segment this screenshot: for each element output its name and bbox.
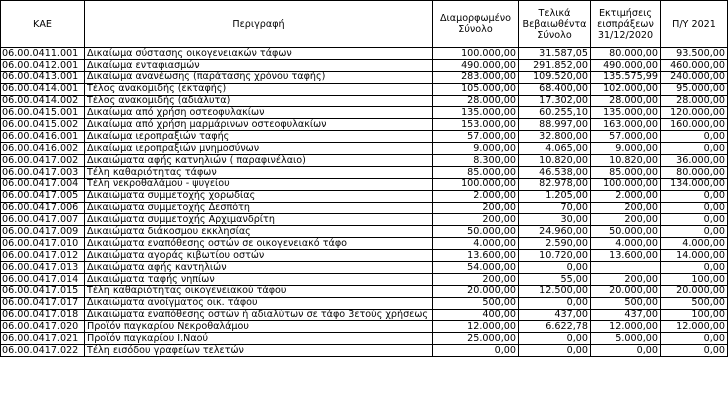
formed-total-cell[interactable]: 200,00: [433, 214, 519, 226]
kae-cell[interactable]: 06.00.0415.002: [1, 119, 85, 131]
kae-cell[interactable]: 06.00.0416.002: [1, 143, 85, 155]
estimated-receipts-cell[interactable]: 0,00: [591, 345, 661, 357]
certified-total-cell[interactable]: 2.590,00: [519, 238, 591, 250]
budget-2021-cell[interactable]: 0,00: [661, 143, 728, 155]
description-cell[interactable]: Δικαίωμα ανανέωσης (παράτασης χρόνου ταφής): [85, 71, 433, 83]
header-formed-total: Διαμορφωμένο Σύνολο: [433, 1, 519, 48]
kae-cell[interactable]: 06.00.0417.021: [1, 333, 85, 345]
budget-2021-cell[interactable]: 120.000,00: [661, 107, 728, 119]
formed-total-cell[interactable]: 9.000,00: [433, 143, 519, 155]
estimated-receipts-cell[interactable]: 200,00: [591, 214, 661, 226]
budget-2021-cell[interactable]: 0,00: [661, 131, 728, 143]
kae-cell[interactable]: 06.00.0414.001: [1, 83, 85, 95]
kae-cell[interactable]: 06.00.0417.002: [1, 155, 85, 167]
estimated-receipts-cell[interactable]: 163.000,00: [591, 119, 661, 131]
description-cell[interactable]: Προϊόν παγκαρίου Ι.Ναού: [85, 333, 433, 345]
certified-total-cell[interactable]: 10.720,00: [519, 250, 591, 262]
formed-total-cell[interactable]: 28.000,00: [433, 95, 519, 107]
description-cell[interactable]: Τέλη καθαριότητας οικογενειακού τάφου: [85, 285, 433, 297]
formed-total-cell[interactable]: 0,00: [433, 345, 519, 357]
table-row: [1, 178, 728, 190]
kae-cell[interactable]: 06.00.0417.013: [1, 262, 85, 274]
kae-cell[interactable]: 06.00.0411.001: [1, 48, 85, 60]
budget-2021-cell[interactable]: 20.000,00: [661, 285, 728, 297]
table-row: [1, 202, 728, 214]
certified-total-cell[interactable]: 30,00: [519, 214, 591, 226]
kae-cell[interactable]: 06.00.0417.003: [1, 166, 85, 178]
description-cell[interactable]: Τέλος ανακομιδής (αδιάλυτα): [85, 95, 433, 107]
certified-total-cell[interactable]: 6.622,78: [519, 321, 591, 333]
description-cell[interactable]: Προϊόν παγκαρίου Νεκροθαλάμου: [85, 321, 433, 333]
estimated-receipts-cell[interactable]: 9.000,00: [591, 143, 661, 155]
certified-total-cell[interactable]: 88.997,00: [519, 119, 591, 131]
kae-cell[interactable]: 06.00.0417.017: [1, 297, 85, 309]
certified-total-cell[interactable]: 0,00: [519, 262, 591, 274]
kae-cell[interactable]: 06.00.0417.005: [1, 190, 85, 202]
certified-total-cell[interactable]: 12.500,00: [519, 285, 591, 297]
kae-cell[interactable]: 06.00.0417.020: [1, 321, 85, 333]
description-cell[interactable]: Τέλη νεκροθαλάμου - ψυγείου: [85, 178, 433, 190]
description-cell[interactable]: Δικαίωμα ιεροπραξιών ταφής: [85, 131, 433, 143]
certified-total-cell[interactable]: 1.205,00: [519, 190, 591, 202]
table-row: [1, 273, 728, 285]
certified-total-cell[interactable]: 4.065,00: [519, 143, 591, 155]
formed-total-cell[interactable]: 200,00: [433, 202, 519, 214]
estimated-receipts-cell[interactable]: 102.000,00: [591, 83, 661, 95]
estimated-receipts-cell[interactable]: 10.820,00: [591, 155, 661, 167]
certified-total-cell[interactable]: 109.520,00: [519, 71, 591, 83]
table-row: [1, 214, 728, 226]
estimated-receipts-cell[interactable]: 200,00: [591, 202, 661, 214]
description-cell[interactable]: Δικαίωμα από χρήση μαρμάρινων οστεοφυλακίων: [85, 119, 433, 131]
header-budget-2021: Π/Υ 2021: [661, 1, 728, 48]
formed-total-cell[interactable]: 100.000,00: [433, 48, 519, 60]
table-row: [1, 59, 728, 71]
budget-2021-cell[interactable]: 240.000,00: [661, 71, 728, 83]
kae-cell[interactable]: 06.00.0417.014: [1, 273, 85, 285]
table-row: [1, 107, 728, 119]
description-cell[interactable]: Δικαιώματα εναπόθεσης οστών ή αδιαλύτων σε τάφο 3ετούς χρήσεως: [85, 309, 433, 321]
table-row: [1, 83, 728, 95]
certified-total-cell[interactable]: 70,00: [519, 202, 591, 214]
header-row: [1, 1, 728, 48]
budget-2021-cell[interactable]: 0,00: [661, 226, 728, 238]
description-cell[interactable]: Τέλη εισόδου γραφείων τελετών: [85, 345, 433, 357]
description-cell[interactable]: Δικαίωμα ιεροπραξιών μνημοσύνων: [85, 143, 433, 155]
budget-2021-cell[interactable]: 36.000,00: [661, 155, 728, 167]
table-row: [1, 143, 728, 155]
certified-total-cell[interactable]: 437,00: [519, 309, 591, 321]
kae-cell[interactable]: 06.00.0417.009: [1, 226, 85, 238]
header-estimated-receipts: Εκτιμήσεις εισπράξεων 31/12/2020: [591, 1, 661, 48]
header-certified-total: Τελικά Βεβαιωθέντα Σύνολο: [519, 1, 591, 48]
estimated-receipts-cell[interactable]: 100.000,00: [591, 178, 661, 190]
formed-total-cell[interactable]: 85.000,00: [433, 166, 519, 178]
table-row: [1, 95, 728, 107]
budget-2021-cell[interactable]: 134.000,00: [661, 178, 728, 190]
estimated-receipts-cell[interactable]: [591, 262, 661, 274]
estimated-receipts-cell[interactable]: 80.000,00: [591, 48, 661, 60]
kae-cell[interactable]: 06.00.0413.001: [1, 71, 85, 83]
description-cell[interactable]: Τέλη καθαριότητας τάφων: [85, 166, 433, 178]
table-row: [1, 190, 728, 202]
kae-cell[interactable]: 06.00.0417.010: [1, 238, 85, 250]
kae-cell[interactable]: 06.00.0417.006: [1, 202, 85, 214]
formed-total-cell[interactable]: 8.300,00: [433, 155, 519, 167]
certified-total-cell[interactable]: 291.852,00: [519, 59, 591, 71]
table-row: [1, 155, 728, 167]
table-row: [1, 345, 728, 357]
estimated-receipts-cell[interactable]: 85.000,00: [591, 166, 661, 178]
estimated-receipts-cell[interactable]: 28.000,00: [591, 95, 661, 107]
description-cell[interactable]: Δικαιώματα συμμετοχής χορωδίας: [85, 190, 433, 202]
formed-total-cell[interactable]: 57.000,00: [433, 131, 519, 143]
table-row: [1, 238, 728, 250]
estimated-receipts-cell[interactable]: 135.000,00: [591, 107, 661, 119]
certified-total-cell[interactable]: 46.538,00: [519, 166, 591, 178]
description-cell[interactable]: Δικαιώματα εναπόθεσης οστών σε οικογενειακό τάφο: [85, 238, 433, 250]
certified-total-cell[interactable]: 10.820,00: [519, 155, 591, 167]
kae-cell[interactable]: 06.00.0417.007: [1, 214, 85, 226]
kae-cell[interactable]: 06.00.0416.001: [1, 131, 85, 143]
formed-total-cell[interactable]: 4.000,00: [433, 238, 519, 250]
budget-2021-cell[interactable]: 14.000,00: [661, 250, 728, 262]
estimated-receipts-cell[interactable]: 200,00: [591, 273, 661, 285]
estimated-receipts-cell[interactable]: 500,00: [591, 297, 661, 309]
formed-total-cell[interactable]: 54.000,00: [433, 262, 519, 274]
certified-total-cell[interactable]: 0,00: [519, 297, 591, 309]
formed-total-cell[interactable]: 135.000,00: [433, 107, 519, 119]
table-row: [1, 321, 728, 333]
budget-2021-cell[interactable]: 4.000,00: [661, 238, 728, 250]
budget-2021-cell[interactable]: 95.000,00: [661, 83, 728, 95]
description-cell[interactable]: Δικαιώματα ανοίγματος οικ. τάφου: [85, 297, 433, 309]
budget-2021-cell[interactable]: 0,00: [661, 333, 728, 345]
estimated-receipts-cell[interactable]: 57.000,00: [591, 131, 661, 143]
certified-total-cell[interactable]: 17.302,00: [519, 95, 591, 107]
kae-cell[interactable]: 06.00.0415.001: [1, 107, 85, 119]
certified-total-cell[interactable]: 31.587,05: [519, 48, 591, 60]
certified-total-cell[interactable]: 32.800,00: [519, 131, 591, 143]
estimated-receipts-cell[interactable]: 437,00: [591, 309, 661, 321]
description-cell[interactable]: Δικαιώματα συμμετοχής Δεσπότη: [85, 202, 433, 214]
budget-2021-cell[interactable]: 0,00: [661, 214, 728, 226]
table-row: [1, 250, 728, 262]
formed-total-cell[interactable]: 50.000,00: [433, 226, 519, 238]
estimated-receipts-cell[interactable]: 20.000,00: [591, 285, 661, 297]
description-cell[interactable]: Τέλος ανακομιδής (εκταφής): [85, 83, 433, 95]
table-row: [1, 166, 728, 178]
description-cell[interactable]: Δικαίωμα σύστασης οικογενειακών τάφων: [85, 48, 433, 60]
kae-cell[interactable]: 06.00.0412.001: [1, 59, 85, 71]
table-row: [1, 48, 728, 60]
certified-total-cell[interactable]: 60.255,10: [519, 107, 591, 119]
estimated-receipts-cell[interactable]: 4.000,00: [591, 238, 661, 250]
formed-total-cell[interactable]: 13.600,00: [433, 250, 519, 262]
description-cell[interactable]: Δικαίωμα από χρήση οστεοφυλακίων: [85, 107, 433, 119]
formed-total-cell[interactable]: 25.000,00: [433, 333, 519, 345]
description-cell[interactable]: Δικαιώματα αφής καντηλιών: [85, 262, 433, 274]
formed-total-cell[interactable]: 490.000,00: [433, 59, 519, 71]
certified-total-cell[interactable]: 0,00: [519, 345, 591, 357]
estimated-receipts-cell[interactable]: 13.600,00: [591, 250, 661, 262]
formed-total-cell[interactable]: 153.000,00: [433, 119, 519, 131]
description-cell[interactable]: Δικαιώματα αγοράς κιβωτίου οστών: [85, 250, 433, 262]
table-row: [1, 226, 728, 238]
table-row: [1, 285, 728, 297]
budget-2021-cell[interactable]: 0,00: [661, 262, 728, 274]
table-row: [1, 131, 728, 143]
description-cell[interactable]: Δικαιώματα διάκοσμου εκκλησίας: [85, 226, 433, 238]
budget-2021-cell[interactable]: 460.000,00: [661, 59, 728, 71]
table-row: [1, 297, 728, 309]
kae-cell[interactable]: 06.00.0417.012: [1, 250, 85, 262]
header-description: Περιγραφή: [85, 1, 433, 48]
table-body: [1, 48, 728, 357]
estimated-receipts-cell[interactable]: 12.000,00: [591, 321, 661, 333]
formed-total-cell[interactable]: 12.000,00: [433, 321, 519, 333]
budget-2021-cell[interactable]: 100,00: [661, 309, 728, 321]
budget-2021-cell[interactable]: 0,00: [661, 190, 728, 202]
estimated-receipts-cell[interactable]: 490.000,00: [591, 59, 661, 71]
formed-total-cell[interactable]: 500,00: [433, 297, 519, 309]
budget-2021-cell[interactable]: 160.000,00: [661, 119, 728, 131]
budget-2021-cell[interactable]: 100,00: [661, 273, 728, 285]
description-cell[interactable]: Δικαιώματα αφής κατνηλιών ( παραφινέλαιο): [85, 155, 433, 167]
estimated-receipts-cell[interactable]: 135.575,99: [591, 71, 661, 83]
certified-total-cell[interactable]: 68.400,00: [519, 83, 591, 95]
certified-total-cell[interactable]: 55,00: [519, 273, 591, 285]
budget-2021-cell[interactable]: 0,00: [661, 345, 728, 357]
description-cell[interactable]: Δικαιώματα συμμετοχής Αρχιμανδρίτη: [85, 214, 433, 226]
budget-2021-cell[interactable]: 12.000,00: [661, 321, 728, 333]
estimated-receipts-cell[interactable]: 50.000,00: [591, 226, 661, 238]
kae-cell[interactable]: 06.00.0417.022: [1, 345, 85, 357]
kae-cell[interactable]: 06.00.0414.002: [1, 95, 85, 107]
kae-cell[interactable]: 06.00.0417.018: [1, 309, 85, 321]
header-kae: ΚΑΕ: [1, 1, 85, 48]
kae-cell[interactable]: 06.00.0417.004: [1, 178, 85, 190]
table-row: [1, 309, 728, 321]
formed-total-cell[interactable]: 283.000,00: [433, 71, 519, 83]
description-cell[interactable]: Δικαιώματα ταφής νηπίων: [85, 273, 433, 285]
estimated-receipts-cell[interactable]: 5.000,00: [591, 333, 661, 345]
formed-total-cell[interactable]: 20.000,00: [433, 285, 519, 297]
formed-total-cell[interactable]: 100.000,00: [433, 178, 519, 190]
certified-total-cell[interactable]: 24.960,00: [519, 226, 591, 238]
certified-total-cell[interactable]: 82.978,00: [519, 178, 591, 190]
formed-total-cell[interactable]: 2.000,00: [433, 190, 519, 202]
budget-2021-cell[interactable]: 28.000,00: [661, 95, 728, 107]
kae-cell[interactable]: 06.00.0417.015: [1, 285, 85, 297]
budget-2021-cell[interactable]: 0,00: [661, 202, 728, 214]
certified-total-cell[interactable]: 0,00: [519, 333, 591, 345]
budget-2021-cell[interactable]: 80.000,00: [661, 166, 728, 178]
table-row: [1, 333, 728, 345]
budget-2021-cell[interactable]: 93.500,00: [661, 48, 728, 60]
table-row: [1, 71, 728, 83]
estimated-receipts-cell[interactable]: 2.000,00: [591, 190, 661, 202]
budget-2021-cell[interactable]: 500,00: [661, 297, 728, 309]
description-cell[interactable]: Δικαίωμα ενταφιασμών: [85, 59, 433, 71]
table-row: [1, 262, 728, 274]
formed-total-cell[interactable]: 200,00: [433, 273, 519, 285]
formed-total-cell[interactable]: 105.000,00: [433, 83, 519, 95]
table-row: [1, 119, 728, 131]
formed-total-cell[interactable]: 400,00: [433, 309, 519, 321]
